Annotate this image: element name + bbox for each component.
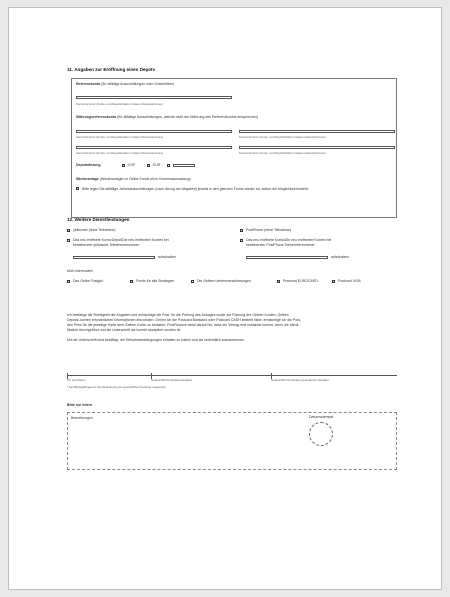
yellownet-detail-line-1: Das neu eröffnete Konto/Depot/Die neu eröffneten Konten bei xyxy=(73,238,169,242)
currency-chf-label: CHF xyxy=(128,163,136,167)
remarks-label: Bemerkungen xyxy=(71,416,93,420)
fx-account-input-3[interactable] xyxy=(76,146,232,149)
legal-line-5: Mit der Unterschrift wird bestätigt, die Teilnahmebedingungen erhalten zu haben und als verbindlich anzuerkennen. xyxy=(67,338,245,342)
yellownet-detail-line-2: bestehender yellownet-Teilnehmernummer xyxy=(73,243,140,247)
interest-eurocard-label: Postcard EUROCARD xyxy=(283,279,318,283)
fx-account-label: Währungsreferenzkonto (für allfällige Ausschüttungen, welche nicht der Währung des Referenzkontos entsprechen) xyxy=(76,115,258,119)
fx-account-input-4[interactable] xyxy=(239,146,395,149)
postphone-number-input[interactable] xyxy=(246,256,328,259)
postphone-label: PostPhone (reine Teilnahme) xyxy=(246,228,292,232)
legal-line-1: Ich bestätige die Richtigkeit der Angaben und ermächtige die Post, für die Prüfung des Antrages sowie zur Führung der Gelben Konten, Gelben xyxy=(67,313,289,317)
postphone-checkbox[interactable] xyxy=(240,229,243,232)
section-11-title: 11. Angaben zur Eröffnung eines Depots xyxy=(67,67,156,72)
depot-currency-label: Depotwährung xyxy=(76,163,101,167)
reference-account-label: Referenzkonto (für alfällige Ausschüttungen oder Gutschriften) xyxy=(76,82,175,86)
internal-use-title: Bitte nur Intern xyxy=(67,403,93,407)
currency-other-input[interactable] xyxy=(173,164,195,167)
yellownet-label: yellownet (reine Teilnahme) xyxy=(73,228,116,232)
currency-eur-label: EUR xyxy=(153,163,161,167)
fx-account-input-2[interactable] xyxy=(239,130,395,133)
yellownet-number-input[interactable] xyxy=(73,256,155,259)
interest-insurance-checkbox[interactable] xyxy=(191,280,194,283)
fx-caption-right-1: Konto-Nummer (Konto- und Depotinhaber müssen übereinstimmen) xyxy=(239,135,326,139)
interest-funds-checkbox[interactable] xyxy=(130,280,133,283)
interest-label: Mich interessiert: xyxy=(67,269,94,273)
postphone-unlock-label: aufschalten xyxy=(331,255,349,259)
postphone-detail-line-2: bestehender PostPhone-Teilnehmernummer xyxy=(246,243,315,247)
section-12-title: 12. Weitere Dienstleistungen xyxy=(67,217,130,222)
fx-caption-right-2: Konto-Nummer (Konto- und Depotinhaber müssen übereinstimmen) xyxy=(239,151,326,155)
interest-funds-label: Fonds für alle Strategien xyxy=(136,279,175,283)
reference-account-caption: Konto-Nummer (Konto- und Depotinhaber müssen übereinstimmen) xyxy=(76,102,163,106)
legal-line-3: den Preis für die jeweilige Karte dem Gelben Konto zu belasten. PostFinance weist darauf hin, dass ein Vertrag erst zustande kommt, wenn die Identi- xyxy=(67,323,300,327)
holder-signature-caption: Unterschrift Konto/Depotinhaber xyxy=(151,378,193,382)
form-page xyxy=(8,7,442,590)
place-date-caption: Ort und Datum xyxy=(67,378,86,382)
legal-line-2: Depots/-konten erforderlichen Informationen einzuholen. Gehen ich die Postcard Bankland oder Postcard CASH bestellt habe, ermächtige ich die Post, xyxy=(67,318,301,322)
interest-visa-checkbox[interactable] xyxy=(332,280,335,283)
yellownet-checkbox[interactable] xyxy=(67,229,70,232)
yellownet-unlock-label: aufschalten xyxy=(158,255,176,259)
postphone-detail-line-1: Das neu eröffnete Konto/Die neu eröffneten Konten bei xyxy=(246,238,332,242)
date-stamp-circle xyxy=(309,422,333,446)
currency-chf-checkbox[interactable] xyxy=(122,164,125,167)
interest-postgiro-checkbox[interactable] xyxy=(67,280,70,283)
interest-eurocard-checkbox[interactable] xyxy=(277,280,280,283)
reinvest-option-text: Bitte legen Sie allfällige Jahresausschüttungen (nach Abzug der Abgaben) jeweils in den gleichen Fonds wieder an, sofern die Möglichkeit besteht. xyxy=(82,187,309,191)
fx-account-input-1[interactable] xyxy=(76,130,232,133)
currency-other-checkbox[interactable] xyxy=(167,164,170,167)
signature-line[interactable] xyxy=(67,375,397,376)
interest-visa-label: Postcard VISA xyxy=(338,279,361,283)
reinvest-checkbox[interactable] xyxy=(76,187,79,190)
date-stamp-label: Datumsstempel xyxy=(309,415,334,419)
interest-insurance-label: Die Gelben Lebensversicherungen xyxy=(197,279,251,283)
internal-use-box xyxy=(67,412,397,470)
interest-postgiro-label: Das Gelbe Postgirü xyxy=(73,279,104,283)
postphone-detail-checkbox[interactable] xyxy=(240,239,243,242)
currency-eur-checkbox[interactable] xyxy=(147,164,150,167)
signature-footnote: * bei Minderjährigen ist die Zustimmung der gesetzlichen Vertreter notwendig xyxy=(67,385,166,389)
yellownet-detail-checkbox[interactable] xyxy=(67,239,70,242)
reinvest-label: Wiederanlage (Wiederanlagen in Gelbe-Fonds ohne Kommissionsabzug) xyxy=(76,177,191,181)
legal-line-4: fikation durchgeführt und die Unterschrift als korrekt akzeptiert worden ist. xyxy=(67,328,182,332)
legal-rep-signature-caption: Unterschrift Vormünder gesetzlicher Vertreter xyxy=(271,378,329,382)
fx-caption-left-1: Konto-Nummer (Konto- und Depotinhaber müssen übereinstimmen) xyxy=(76,135,163,139)
reference-account-input[interactable] xyxy=(76,96,232,99)
fx-caption-left-2: Konto-Nummer (Konto- und Depotinhaber müssen übereinstimmen) xyxy=(76,151,163,155)
